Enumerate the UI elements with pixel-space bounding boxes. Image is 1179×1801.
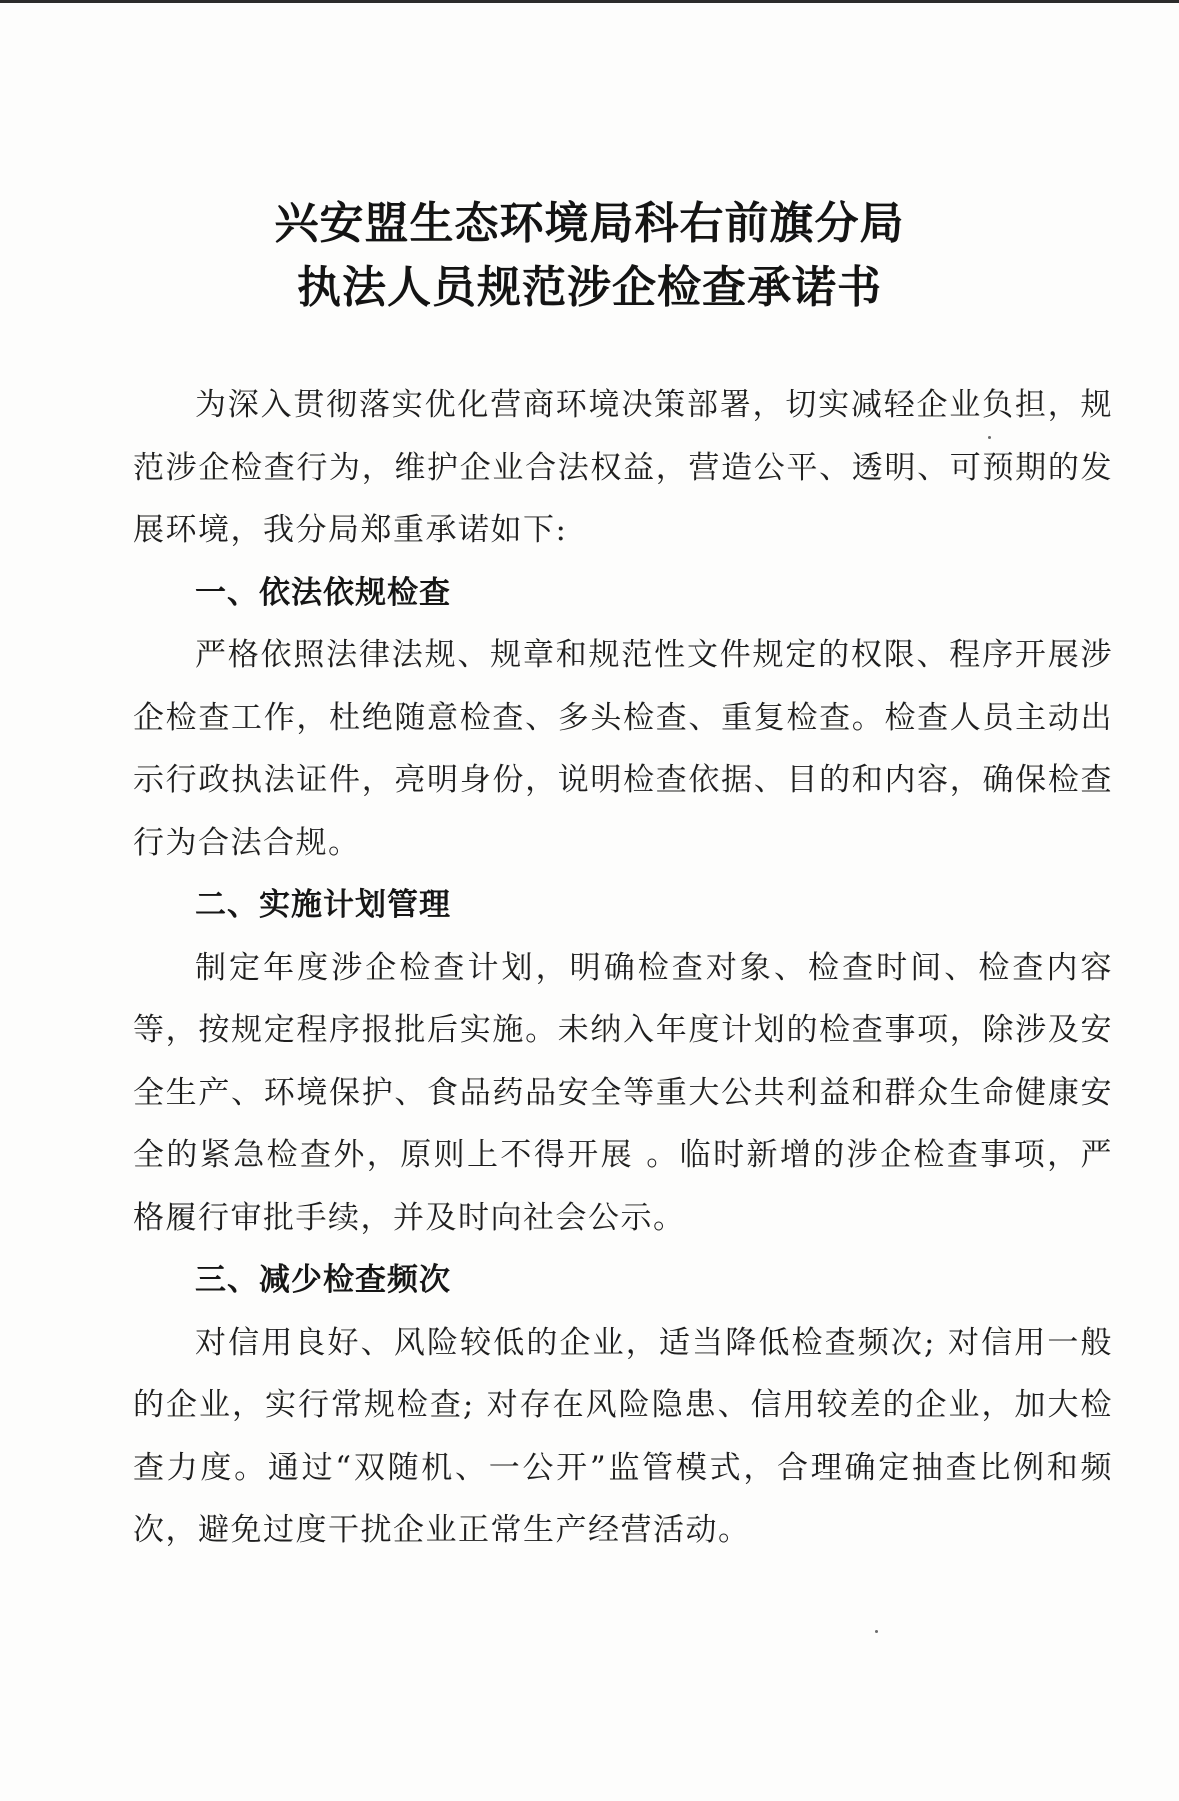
scan-speck [988,436,991,439]
section-paragraph-1: 严格依照法律法规、规章和规范性文件规定的权限、程序开展涉企检查工作，杜绝随意检查、多头检查、重复检查。检查人员主动出示行政执法证件，亮明身份，说明检查依据、目的和内容，确保检查行为合法合规。 [133,637,1113,861]
scan-speck [875,1630,878,1633]
document-title [0,192,1179,320]
title-line-1: 兴安盟生态环境局科右前旗分局 [274,198,905,249]
section-heading-1: 一、依法依规检查 [195,574,451,611]
section-heading-3: 三、减少检查频次 [195,1262,451,1298]
section-heading-2: 二、实施计划管理 [195,887,451,923]
document-body [133,374,1113,1562]
section-paragraph-2: 制定年度涉企检查计划，明确检查对象、检查时间、检查内容等，按规定程序报批后实施。未纳入年度计划的检查事项，除涉及安全生产、环境保护、食品药品安全等重大公共利益和群众生命健康安全的紧急检查外，原则上不得开展 。临时新增的涉企检查事项，严格履行审批手续，并及时向社会公示。 [133,949,1113,1236]
intro-paragraph: 为深入贯彻落实优化营商环境决策部署，切实减轻企业负担，规范涉企检查行为，维护企业合法权益，营造公平、透明、可预期的发展环境，我分局郑重承诺如下: [133,387,1113,548]
scan-edge [0,0,1179,3]
section-paragraph-3: 对信用良好、风险较低的企业，适当降低检查频次; 对信用一般的企业，实行常规检查; 对存在风险隐患、信用较差的企业，加大检查力度。通过“双随机、一公开”监管模式，合理确定抽查比例和频次，避免过度干扰企业正常生产经营活动。 [133,1324,1113,1548]
title-line-2: 执法人员规范涉企检查承诺书 [297,262,882,313]
